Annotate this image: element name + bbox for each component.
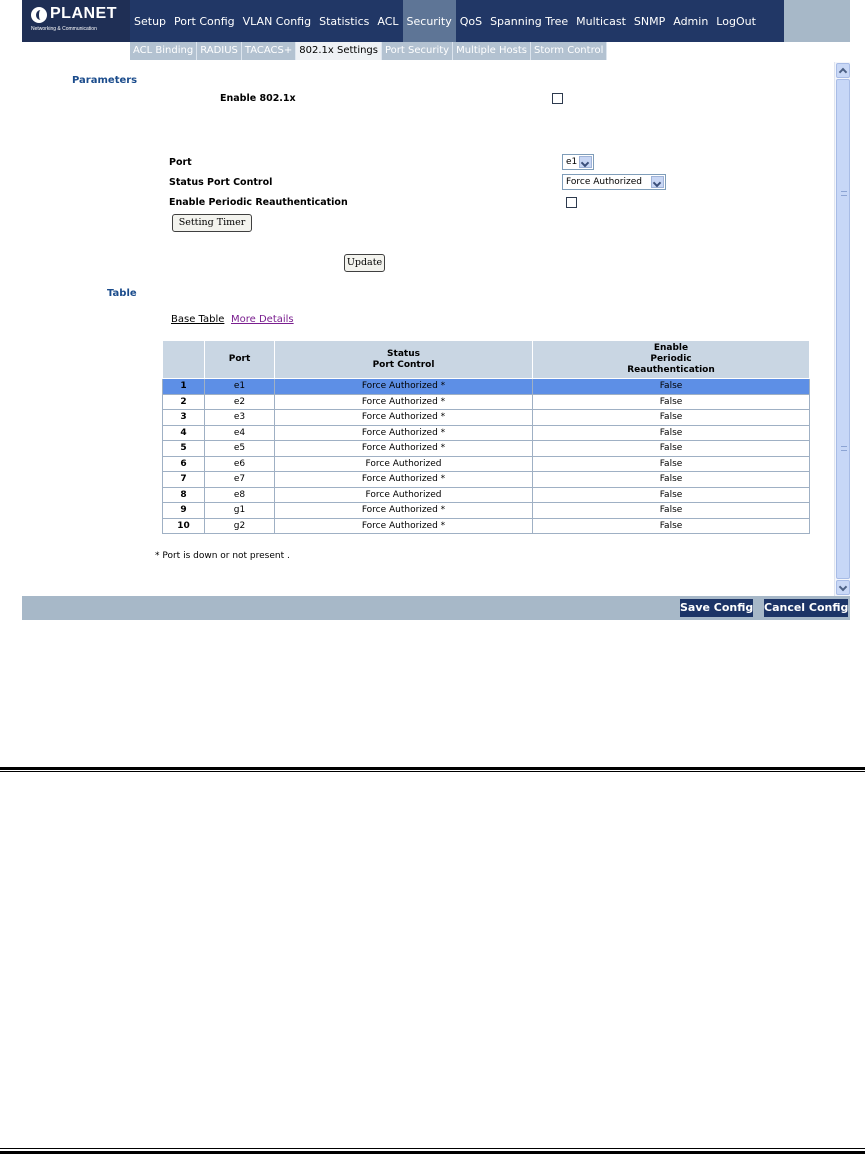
table-footnote: * Port is down or not present . [155,551,290,561]
row-status: Force Authorized [275,487,533,503]
page-rule-top [0,767,865,770]
row-port: e8 [205,487,275,503]
row-status: Force Authorized * [275,379,533,395]
subnav-8021x-settings[interactable]: 802.1x Settings [296,42,382,60]
nav-security[interactable]: Security [403,0,456,42]
row-reauth: False [533,379,810,395]
row-status: Force Authorized * [275,518,533,534]
nav-port-config[interactable]: Port Config [174,15,235,28]
nav-logout[interactable]: LogOut [716,15,756,28]
status-header-line2: Port Control [372,359,435,370]
parameters-section-label: Parameters [72,75,138,86]
page-rule-bottom-thin [0,1148,865,1149]
row-port: g2 [205,518,275,534]
chevron-down-icon [651,176,664,188]
table-header-row [163,341,810,379]
row-status: Force Authorized * [275,472,533,488]
table-row[interactable] [163,518,810,534]
logo-name: PLANET [50,5,117,22]
periodic-reauth-checkbox[interactable] [566,197,577,208]
subnav-radius[interactable]: RADIUS [197,42,242,60]
nav-statistics[interactable]: Statistics [319,15,370,28]
column-header-index [163,341,205,379]
nav-multicast[interactable]: Multicast [576,15,626,28]
port-select[interactable] [562,154,594,170]
column-header-reauth [533,341,810,379]
row-port: e4 [205,425,275,441]
row-index: 5 [163,441,205,457]
nav-setup[interactable]: Setup [134,15,167,28]
row-reauth: False [533,394,810,410]
column-header-status [275,341,533,379]
scroll-thumb[interactable] [836,79,850,579]
row-index: 3 [163,410,205,426]
top-bar [22,0,850,42]
table-row[interactable] [163,410,810,426]
status-header-line1: Status [387,348,420,359]
row-reauth: False [533,456,810,472]
row-index: 4 [163,425,205,441]
status-port-control-label: Status Port Control [169,177,273,188]
nav-admin[interactable]: Admin [673,15,709,28]
planet-logo [22,0,130,42]
row-port: e6 [205,456,275,472]
table-row[interactable] [163,456,810,472]
enable-8021x-checkbox[interactable] [552,93,563,104]
row-port: e2 [205,394,275,410]
row-port: g1 [205,503,275,519]
enable-8021x-label: Enable 802.1x [220,93,296,104]
row-port: e3 [205,410,275,426]
save-config-button[interactable]: Save Config [680,599,753,617]
port-table [162,340,810,534]
table-row[interactable] [163,472,810,488]
port-select-value: e1 [566,157,578,167]
row-reauth: False [533,441,810,457]
nav-acl[interactable]: ACL [377,15,399,28]
logo-tagline: Networking & Communication [31,26,97,32]
main-nav [130,0,784,42]
row-index: 6 [163,456,205,472]
scroll-down-icon[interactable] [836,580,850,595]
reauth-header-line1: Enable [653,343,689,353]
left-column [22,62,138,596]
sub-nav [130,42,607,60]
more-details-link[interactable]: More Details [231,314,294,325]
row-status: Force Authorized * [275,441,533,457]
scroll-up-icon[interactable] [836,63,850,78]
row-reauth: False [533,410,810,426]
app-window [22,0,850,620]
subnav-storm-control[interactable]: Storm Control [531,42,607,60]
row-index: 1 [163,379,205,395]
table-row[interactable] [163,487,810,503]
bottom-bar [22,596,850,620]
grip-icon [841,191,847,196]
grip-icon [841,446,847,451]
row-port: e7 [205,472,275,488]
port-label: Port [169,157,192,168]
row-index: 8 [163,487,205,503]
vertical-scrollbar[interactable] [834,62,850,596]
table-row[interactable] [163,379,810,395]
row-reauth: False [533,487,810,503]
row-status: Force Authorized * [275,503,533,519]
planet-logo-icon [31,7,47,23]
nav-spanning-tree[interactable]: Spanning Tree [490,15,569,28]
row-reauth: False [533,472,810,488]
row-index: 10 [163,518,205,534]
nav-vlan-config[interactable]: VLAN Config [242,15,312,28]
row-status: Force Authorized * [275,394,533,410]
reauth-header-line3: Reauthentication [627,365,715,375]
row-reauth: False [533,425,810,441]
table-section-label: Table [107,288,137,299]
reauth-header-line2: Periodic [650,354,692,364]
row-reauth: False [533,518,810,534]
page-rule-bottom [0,1151,865,1154]
subnav-port-security[interactable]: Port Security [382,42,453,60]
table-row[interactable] [163,503,810,519]
page-rule-top-thin [0,771,865,772]
table-row[interactable] [163,441,810,457]
row-status: Force Authorized [275,456,533,472]
content-area [22,62,834,596]
subnav-acl-binding[interactable]: ACL Binding [130,42,197,60]
row-port: e5 [205,441,275,457]
nav-snmp[interactable]: SNMP [633,15,666,28]
update-button[interactable]: Update [344,254,385,272]
row-index: 7 [163,472,205,488]
setting-timer-button[interactable]: Setting Timer [172,214,252,232]
row-status: Force Authorized * [275,425,533,441]
subnav-tacacs[interactable]: TACACS+ [242,42,296,60]
chevron-down-icon [579,156,592,168]
row-port: e1 [205,379,275,395]
column-header-port: Port [205,341,275,379]
row-index: 2 [163,394,205,410]
row-reauth: False [533,503,810,519]
periodic-reauth-label: Enable Periodic Reauthentication [169,197,348,208]
base-table-link[interactable]: Base Table [171,314,225,325]
status-port-control-select[interactable] [562,174,666,190]
table-row[interactable] [163,425,810,441]
table-row[interactable] [163,394,810,410]
row-status: Force Authorized * [275,410,533,426]
row-index: 9 [163,503,205,519]
nav-qos[interactable]: QoS [459,15,483,28]
cancel-config-button[interactable]: Cancel Config [764,599,848,617]
status-port-control-value: Force Authorized [566,177,642,187]
subnav-multiple-hosts[interactable]: Multiple Hosts [453,42,531,60]
